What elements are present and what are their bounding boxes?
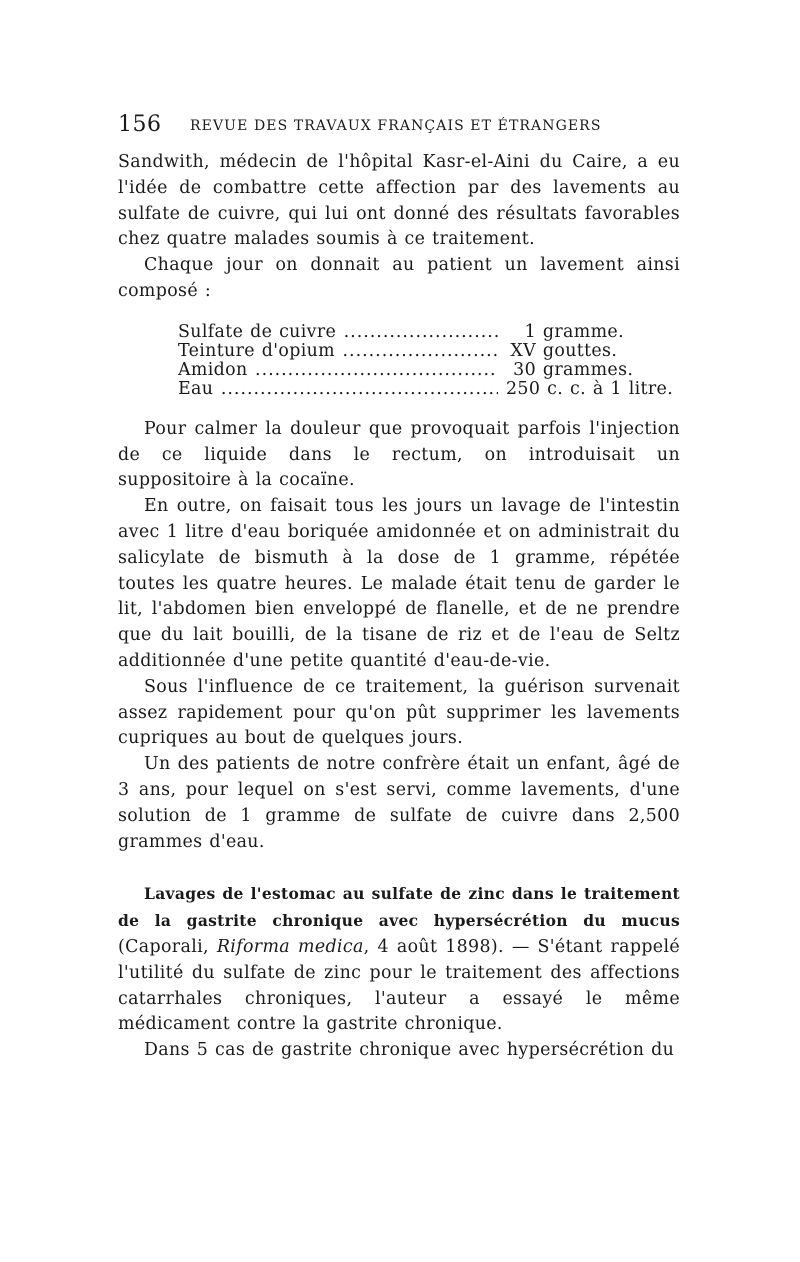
article-source-open: (Caporali,	[118, 936, 217, 957]
recipe-unit: gouttes.	[542, 340, 618, 361]
article-paragraph	[118, 881, 680, 1038]
article-text: S'étant rappelé l'utilité du sulfate de zinc pour le traitement des affections catarrhales chroniques, l'auteur a essayé le même médicament contre la gastrite chronique.	[118, 936, 680, 1035]
recipe-ingredient: Eau .....	[178, 380, 498, 399]
recipe-row	[178, 323, 680, 342]
recipe-ingredient: Amidon .....	[178, 361, 498, 380]
article-title: Lavages de l'estomac au sulfate de zinc dans le traitement de la gastrite chronique avec hypersécrétion du mucus	[118, 884, 680, 931]
recipe-ingredient: Sulfate de cuivre .....	[178, 323, 498, 342]
recipe-row	[178, 342, 680, 361]
section-gap	[118, 855, 680, 881]
paragraph-1: Sandwith, médecin de l'hôpital Kasr-el-Aini du Caire, a eu l'idée de combattre cette affection par des lavements au sulfate de cuivre, qui lui ont donné des résultats favorables chez quatre malades soumis à ce traitement.	[118, 152, 680, 250]
recipe-amount: 1	[524, 321, 536, 342]
recipe-row	[178, 361, 680, 380]
recipe-table	[178, 323, 680, 399]
recipe-row	[178, 380, 680, 399]
recipe-ingredient: Teinture d'opium .....	[178, 342, 498, 361]
recipe-amount: 250	[506, 378, 541, 399]
recipe-unit: c. c. à 1 litre.	[547, 378, 674, 399]
paragraph-next: Dans 5 cas de gastrite chronique avec hypersécrétion du	[144, 1040, 675, 1061]
recipe-quantity	[498, 342, 617, 361]
recipe-amount: 30	[513, 359, 536, 380]
paragraph-2: Chaque jour on donnait au patient un lavement ainsi composé :	[118, 255, 680, 301]
recipe-quantity	[498, 323, 624, 342]
recipe-amount: XV	[510, 340, 536, 361]
paragraph-6: Un des patients de notre confrère était un enfant, âgé de 3 ans, pour lequel on s'est servi, comme lavements, d'une solution de 1 gramme de sulfate de cuivre dans 2,500 grammes d'eau.	[118, 754, 680, 852]
journal-name: Riforma medica	[216, 936, 364, 957]
page-number: 156	[118, 112, 162, 137]
paragraph-5: Sous l'influence de ce traitement, la guérison survenait assez rapidement pour qu'on pût supprimer les lavements cupriques au bout de quelques jours.	[118, 676, 680, 749]
paragraph-4: En outre, on faisait tous les jours un lavage de l'intestin avec 1 litre d'eau boriquée amidonnée et on administrait du salicylate de bismuth à la dose de 1 gramme, répétée toutes les quatre heures. Le malade était tenu de garder le lit, l'abdomen bien enveloppé de flanelle, et de ne prendre que du lait bouilli, de la tisane de riz et de l'eau de Seltz additionnée d'une petite quantité d'eau-de-vie.	[118, 496, 680, 671]
paragraph-3: Pour calmer la douleur que provoquait parfois l'injection de ce liquide dans le rectum, on introduisait un suppositoire à la cocaïne.	[118, 418, 680, 491]
recipe-unit: grammes.	[542, 359, 634, 380]
body-text	[118, 150, 680, 1064]
recipe-quantity	[498, 380, 673, 399]
article-source-close: , 4 août 1898). —	[363, 936, 538, 957]
recipe-quantity	[498, 361, 633, 380]
running-title: REVUE DES TRAVAUX FRANÇAIS ET ÉTRANGERS	[190, 118, 602, 134]
page-header	[118, 112, 680, 142]
recipe-unit: gramme.	[542, 321, 624, 342]
